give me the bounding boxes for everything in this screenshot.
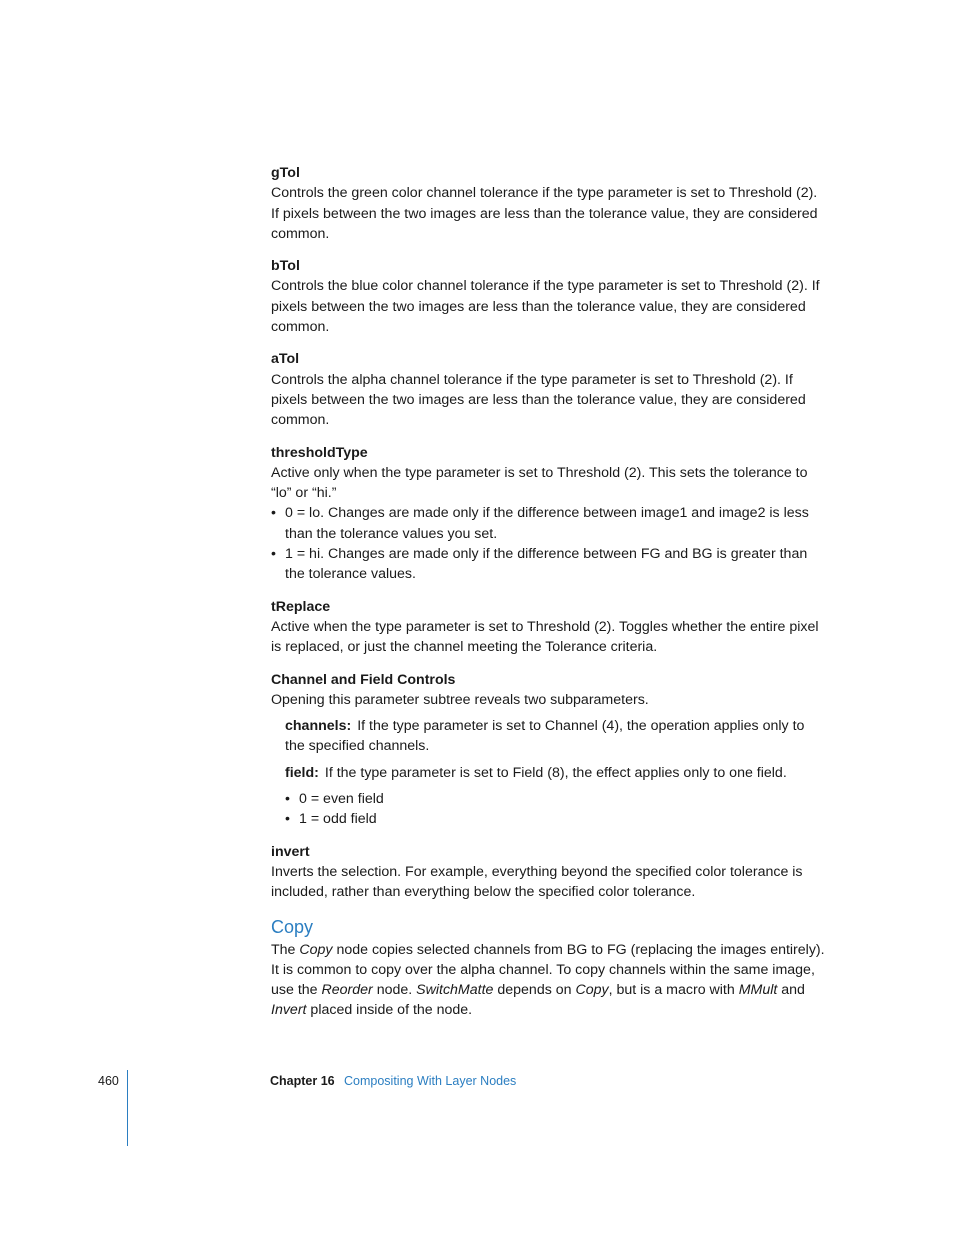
subparam-description: If the type parameter is set to Field (8), the effect applies only to one field. — [324, 764, 787, 781]
text-run: and — [777, 982, 805, 999]
param-treplace — [271, 597, 827, 658]
node-name: MMult — [738, 982, 778, 999]
bullet-list — [285, 789, 827, 830]
node-name: Invert — [271, 1002, 307, 1019]
param-term: tReplace — [271, 598, 331, 615]
bullet-icon: • — [271, 546, 276, 563]
list-item-text: 1 = odd field — [299, 811, 377, 828]
param-term: bTol — [271, 258, 300, 275]
param-btol — [271, 256, 827, 337]
param-thresholdtype — [271, 443, 827, 585]
param-invert — [271, 842, 827, 903]
list-item-text: 0 = lo. Changes are made only if the difference between image1 and image2 is less than the tolerance values you set. — [285, 505, 809, 542]
node-name: Copy — [299, 941, 333, 958]
page-content — [271, 163, 827, 1021]
bullet-icon: • — [285, 791, 290, 808]
bullet-list — [271, 503, 827, 584]
param-term: gTol — [271, 165, 300, 181]
param-description: Controls the blue color channel tolerance if the type parameter is set to Threshold (2). If pixels between the two images are less than the tolerance value, they are considered common. — [271, 278, 820, 336]
param-term: aTol — [271, 351, 300, 368]
chapter-label: Chapter 16 — [270, 1074, 335, 1088]
list-item-text: 0 = even field — [299, 791, 384, 808]
bullet-icon: • — [271, 505, 276, 522]
list-item-text: 1 = hi. Changes are made only if the difference between FG and BG is greater than the tolerance values. — [285, 546, 808, 583]
subparam-label: channels: — [285, 718, 352, 735]
chapter-title: Compositing With Layer Nodes — [344, 1074, 517, 1088]
param-term: Channel and Field Controls — [271, 671, 456, 688]
param-description: Controls the green color channel tolerance if the type parameter is set to Threshold (2). If pixels between the two images are less than the tolerance value, they are considered common. — [271, 185, 818, 242]
text-run: node. — [372, 982, 417, 999]
param-description: Opening this parameter subtree reveals two subparameters. — [271, 691, 649, 708]
node-name: Copy — [575, 982, 609, 999]
text-run: depends on — [493, 982, 576, 999]
subparam-channels — [285, 716, 827, 757]
page-number: 460 — [98, 1074, 119, 1088]
list-item — [285, 789, 827, 809]
node-name: SwitchMatte — [416, 982, 494, 999]
param-atol — [271, 349, 827, 430]
subparam-label: field: — [285, 764, 319, 781]
list-item — [271, 544, 827, 585]
subparameters — [271, 716, 827, 829]
param-description: Active only when the type parameter is set to Threshold (2). This sets the tolerance to “lo” or “hi.” — [271, 464, 808, 502]
text-run: node copies selected channels from BG to FG (replacing the images entirely). It is common to copy over the alpha channel. To copy channels within the same image, use the — [271, 941, 825, 999]
text-run: The — [271, 941, 300, 958]
param-description: Controls the alpha channel tolerance if the type parameter is set to Threshold (2). If pixels between the two images are less than the tolerance value, they are considered common. — [271, 371, 806, 429]
bullet-icon: • — [285, 811, 290, 828]
text-run: , but is a macro with — [608, 982, 739, 999]
subparam-description: If the type parameter is set to Channel (4), the operation applies only to the specified channels. — [285, 718, 805, 755]
list-item — [285, 809, 827, 829]
page-footer — [0, 1072, 954, 1092]
param-term: thresholdType — [271, 444, 368, 461]
node-name: Reorder — [321, 982, 373, 999]
list-item — [271, 503, 827, 544]
param-gtol — [271, 163, 827, 244]
section-copy — [271, 915, 827, 1021]
param-channel-field-controls — [271, 670, 827, 830]
param-term: invert — [271, 843, 310, 860]
subparam-field — [285, 763, 827, 783]
text-run: placed inside of the node. — [306, 1002, 473, 1019]
section-heading: Copy — [271, 916, 314, 937]
param-description: Inverts the selection. For example, everything beyond the specified color tolerance is included, rather than everything below the specified color tolerance. — [271, 863, 803, 901]
section-body — [271, 940, 827, 1021]
param-description: Active when the type parameter is set to Threshold (2). Toggles whether the entire pixel is replaced, or just the channel meeting the Tolerance criteria. — [271, 618, 819, 656]
